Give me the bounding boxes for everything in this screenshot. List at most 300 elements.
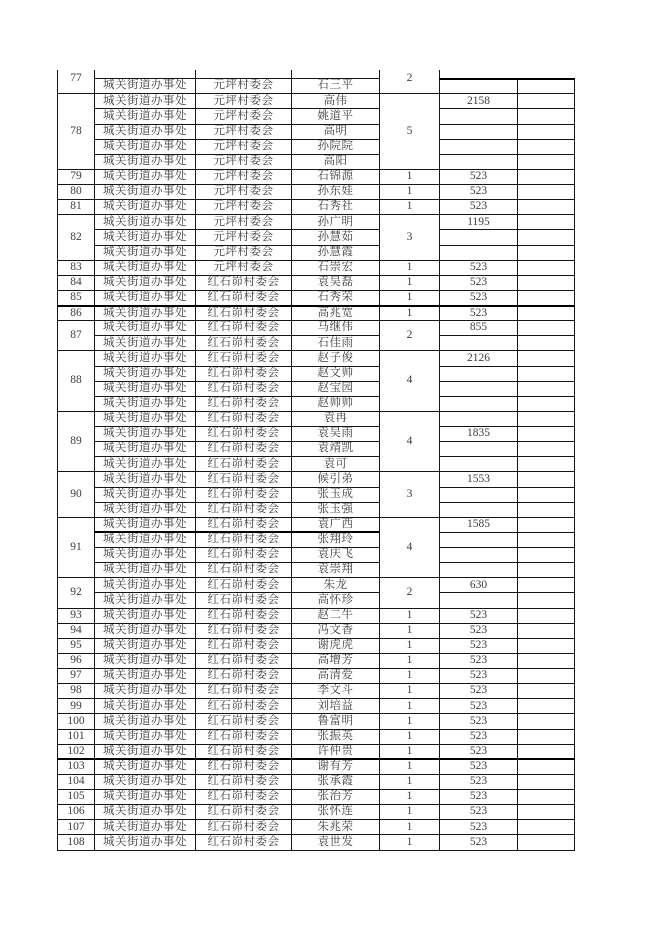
table-row (58, 185, 575, 200)
name-cell: 高怀珍 (292, 593, 380, 608)
amount-cell (440, 502, 518, 517)
table-row (58, 487, 575, 502)
amount-cell (440, 563, 518, 578)
blank-cell (518, 411, 575, 426)
count-cell: 1 (380, 290, 440, 305)
blank-cell (518, 230, 575, 245)
office-cell: 城关街道办事处 (95, 774, 196, 789)
table-row (58, 79, 575, 94)
office-cell: 城关街道办事处 (95, 563, 196, 578)
blank-cell (518, 381, 575, 396)
office-cell: 城关街道办事处 (95, 593, 196, 608)
name-cell: 袁吴雨 (292, 427, 380, 442)
amount-cell: 523 (440, 275, 518, 290)
village-cell: 红石峁村委会 (196, 502, 292, 517)
name-cell: 赵宝园 (292, 381, 380, 396)
village-cell: 红石峁村委会 (196, 790, 292, 805)
office-cell: 城关街道办事处 (95, 502, 196, 517)
table-row (58, 169, 575, 184)
amount-cell: 523 (440, 774, 518, 789)
blank-cell (518, 185, 575, 200)
name-cell: 孙慧霞 (292, 245, 380, 260)
blank-cell (518, 759, 575, 774)
table-row (58, 548, 575, 563)
name-cell: 赵文帅 (292, 366, 380, 381)
count-cell: 2 (380, 578, 440, 608)
row-number-cell: 86 (58, 306, 95, 321)
blank-cell (518, 245, 575, 260)
name-cell: 赵子俊 (292, 351, 380, 366)
row-number-cell: 108 (58, 835, 95, 850)
row-number-cell: 99 (58, 699, 95, 714)
count-cell: 2 (380, 70, 440, 94)
village-cell: 红石峁村委会 (196, 729, 292, 744)
amount-cell (440, 154, 518, 169)
table-row (58, 442, 575, 457)
row-number-cell: 84 (58, 275, 95, 290)
amount-cell (440, 442, 518, 457)
row-number-cell: 87 (58, 321, 95, 351)
count-cell: 1 (380, 260, 440, 275)
count-cell: 1 (380, 623, 440, 638)
spreadsheet-table-viewport (57, 70, 578, 862)
row-number-cell: 101 (58, 729, 95, 744)
village-cell: 红石峁村委会 (196, 306, 292, 321)
blank-cell (518, 139, 575, 154)
village-cell: 红石峁村委会 (196, 548, 292, 563)
amount-cell: 523 (440, 669, 518, 684)
village-cell: 红石峁村委会 (196, 457, 292, 472)
office-cell: 城关街道办事处 (95, 669, 196, 684)
blank-cell (518, 396, 575, 411)
office-cell: 城关街道办事处 (95, 245, 196, 260)
table-row (58, 805, 575, 820)
village-cell: 红石峁村委会 (196, 411, 292, 426)
table-row (58, 245, 575, 260)
blank-cell (518, 653, 575, 668)
name-cell: 袁庆飞 (292, 548, 380, 563)
blank-cell (518, 290, 575, 305)
table-row (58, 457, 575, 472)
office-cell: 城关街道办事处 (95, 548, 196, 563)
table-row (58, 699, 575, 714)
count-cell: 1 (380, 684, 440, 699)
blank-cell (518, 79, 575, 94)
name-cell: 石崇宏 (292, 260, 380, 275)
count-cell: 1 (380, 820, 440, 835)
village-cell: 红石峁村委会 (196, 487, 292, 502)
blank-cell (518, 790, 575, 805)
count-cell: 1 (380, 653, 440, 668)
amount-cell (440, 487, 518, 502)
amount-cell: 630 (440, 578, 518, 593)
blank-cell (518, 154, 575, 169)
office-cell: 城关街道办事处 (95, 94, 196, 109)
table-row (58, 139, 575, 154)
village-cell: 红石峁村委会 (196, 472, 292, 487)
table-row (58, 109, 575, 124)
table-row (58, 759, 575, 774)
amount-cell: 2126 (440, 351, 518, 366)
blank-cell (518, 321, 575, 336)
village-cell: 元坪村委会 (196, 230, 292, 245)
office-cell: 城关街道办事处 (95, 487, 196, 502)
village-cell: 红石峁村委会 (196, 835, 292, 850)
office-cell: 城关街道办事处 (95, 835, 196, 850)
amount-cell (440, 366, 518, 381)
name-cell: 袁冉 (292, 411, 380, 426)
blank-cell (518, 366, 575, 381)
village-cell: 红石峁村委会 (196, 321, 292, 336)
table-row (58, 472, 575, 487)
row-number-cell: 96 (58, 653, 95, 668)
village-cell: 红石峁村委会 (196, 774, 292, 789)
village-cell: 红石峁村委会 (196, 442, 292, 457)
count-cell: 1 (380, 790, 440, 805)
row-number-cell: 98 (58, 684, 95, 699)
office-cell: 城关街道办事处 (95, 442, 196, 457)
blank-cell (518, 200, 575, 215)
amount-cell (440, 381, 518, 396)
blank-cell (518, 669, 575, 684)
amount-cell: 523 (440, 169, 518, 184)
village-cell: 红石峁村委会 (196, 744, 292, 759)
office-cell: 城关街道办事处 (95, 230, 196, 245)
amount-cell (440, 411, 518, 426)
name-cell: 袁靖凯 (292, 442, 380, 457)
table-row (58, 729, 575, 744)
amount-cell: 523 (440, 790, 518, 805)
office-cell: 城关街道办事处 (95, 820, 196, 835)
count-cell: 1 (380, 275, 440, 290)
village-cell: 元坪村委会 (196, 260, 292, 275)
blank-cell (518, 593, 575, 608)
office-cell: 城关街道办事处 (95, 109, 196, 124)
table-row (58, 200, 575, 215)
village-cell: 红石峁村委会 (196, 351, 292, 366)
amount-cell (440, 230, 518, 245)
office-cell: 城关街道办事处 (95, 139, 196, 154)
village-cell: 红石峁村委会 (196, 608, 292, 623)
blank-cell (518, 729, 575, 744)
office-cell: 城关街道办事处 (95, 79, 196, 94)
blank-cell (518, 70, 575, 79)
blank-cell (518, 260, 575, 275)
table-row (58, 351, 575, 366)
row-number-cell: 80 (58, 185, 95, 200)
table-row (58, 427, 575, 442)
amount-cell: 523 (440, 729, 518, 744)
name-cell: 刘培益 (292, 699, 380, 714)
row-number-cell: 90 (58, 472, 95, 517)
name-cell: 高兆宽 (292, 306, 380, 321)
amount-cell (440, 548, 518, 563)
row-number-cell: 88 (58, 351, 95, 412)
village-cell: 红石峁村委会 (196, 275, 292, 290)
name-cell: 孙广明 (292, 215, 380, 230)
table-row (58, 336, 575, 351)
name-cell: 袁吴磊 (292, 275, 380, 290)
row-number-cell: 106 (58, 805, 95, 820)
row-number-cell: 94 (58, 623, 95, 638)
row-number-cell: 105 (58, 790, 95, 805)
row-number-cell: 97 (58, 669, 95, 684)
name-cell: 高伟 (292, 94, 380, 109)
blank-cell (518, 275, 575, 290)
amount-cell: 2158 (440, 94, 518, 109)
office-cell: 城关街道办事处 (95, 517, 196, 532)
name-cell: 孙东娃 (292, 185, 380, 200)
row-number-cell: 100 (58, 714, 95, 729)
table-row (58, 593, 575, 608)
village-cell: 红石峁村委会 (196, 714, 292, 729)
table-row (58, 154, 575, 169)
table-row (58, 532, 575, 547)
name-cell: 张怀连 (292, 805, 380, 820)
name-cell: 张翔玲 (292, 532, 380, 547)
table-row (58, 502, 575, 517)
blank-cell (518, 517, 575, 532)
name-cell: 孙慧茹 (292, 230, 380, 245)
village-cell: 红石峁村委会 (196, 805, 292, 820)
blank-cell (518, 714, 575, 729)
name-cell: 谢虎虎 (292, 638, 380, 653)
blank-cell (518, 487, 575, 502)
name-cell: 冯文香 (292, 623, 380, 638)
village-cell: 红石峁村委会 (196, 336, 292, 351)
office-cell: 城关街道办事处 (95, 290, 196, 305)
count-cell: 1 (380, 729, 440, 744)
amount-cell (440, 457, 518, 472)
table-row (58, 653, 575, 668)
amount-cell (440, 124, 518, 139)
amount-cell (440, 139, 518, 154)
amount-cell: 855 (440, 321, 518, 336)
row-number-cell: 89 (58, 411, 95, 472)
office-cell: 城关街道办事处 (95, 578, 196, 593)
table-row (58, 820, 575, 835)
amount-cell (440, 396, 518, 411)
row-number-cell: 77 (58, 70, 95, 94)
count-cell: 4 (380, 517, 440, 578)
blank-cell (518, 169, 575, 184)
count-cell: 1 (380, 608, 440, 623)
table-row (58, 684, 575, 699)
table-row (58, 321, 575, 336)
blank-cell (518, 563, 575, 578)
name-cell: 朱兆荣 (292, 820, 380, 835)
village-cell: 红石峁村委会 (196, 532, 292, 547)
row-number-cell: 82 (58, 215, 95, 260)
name-cell: 马继伟 (292, 321, 380, 336)
row-number-cell: 85 (58, 290, 95, 305)
name-cell: 姚道平 (292, 109, 380, 124)
village-cell: 红石峁村委会 (196, 593, 292, 608)
village-cell: 元坪村委会 (196, 200, 292, 215)
village-cell: 红石峁村委会 (196, 684, 292, 699)
count-cell: 1 (380, 699, 440, 714)
table-row (58, 366, 575, 381)
village-cell: 红石峁村委会 (196, 623, 292, 638)
office-cell: 城关街道办事处 (95, 124, 196, 139)
blank-cell (518, 532, 575, 547)
row-number-cell: 93 (58, 608, 95, 623)
village-cell: 红石峁村委会 (196, 759, 292, 774)
name-cell (292, 70, 380, 79)
office-cell: 城关街道办事处 (95, 215, 196, 230)
office-cell: 城关街道办事处 (95, 427, 196, 442)
name-cell: 张玉成 (292, 487, 380, 502)
office-cell: 城关街道办事处 (95, 200, 196, 215)
blank-cell (518, 578, 575, 593)
count-cell: 5 (380, 94, 440, 170)
table-row (58, 638, 575, 653)
count-cell: 1 (380, 306, 440, 321)
blank-cell (518, 608, 575, 623)
amount-cell (440, 245, 518, 260)
blank-cell (518, 699, 575, 714)
table-row (58, 578, 575, 593)
blank-cell (518, 442, 575, 457)
village-cell: 元坪村委会 (196, 245, 292, 260)
amount-cell (440, 70, 518, 79)
office-cell: 城关街道办事处 (95, 351, 196, 366)
village-cell: 红石峁村委会 (196, 517, 292, 532)
row-number-cell: 91 (58, 517, 95, 578)
count-cell: 2 (380, 321, 440, 351)
blank-cell (518, 684, 575, 699)
amount-cell: 523 (440, 185, 518, 200)
amount-cell (440, 79, 518, 94)
count-cell: 1 (380, 638, 440, 653)
office-cell: 城关街道办事处 (95, 472, 196, 487)
blank-cell (518, 638, 575, 653)
count-cell: 1 (380, 805, 440, 820)
blank-cell (518, 744, 575, 759)
village-cell: 红石峁村委会 (196, 699, 292, 714)
village-cell: 红石峁村委会 (196, 290, 292, 305)
name-cell: 朱龙 (292, 578, 380, 593)
count-cell: 4 (380, 351, 440, 412)
count-cell: 1 (380, 714, 440, 729)
office-cell: 城关街道办事处 (95, 411, 196, 426)
count-cell: 1 (380, 774, 440, 789)
row-number-cell: 79 (58, 169, 95, 184)
blank-cell (518, 351, 575, 366)
table-row (58, 94, 575, 109)
name-cell: 石秀社 (292, 200, 380, 215)
village-cell: 红石峁村委会 (196, 578, 292, 593)
name-cell: 石佳雨 (292, 336, 380, 351)
office-cell: 城关街道办事处 (95, 366, 196, 381)
amount-cell: 523 (440, 623, 518, 638)
table-row (58, 215, 575, 230)
village-cell: 红石峁村委会 (196, 653, 292, 668)
office-cell: 城关街道办事处 (95, 306, 196, 321)
name-cell: 张治芳 (292, 790, 380, 805)
office-cell: 城关街道办事处 (95, 381, 196, 396)
name-cell: 高增芳 (292, 653, 380, 668)
amount-cell: 523 (440, 759, 518, 774)
table-row (58, 396, 575, 411)
village-cell: 红石峁村委会 (196, 669, 292, 684)
amount-cell: 523 (440, 260, 518, 275)
table-row (58, 744, 575, 759)
village-cell: 元坪村委会 (196, 139, 292, 154)
office-cell: 城关街道办事处 (95, 684, 196, 699)
village-cell: 元坪村委会 (196, 94, 292, 109)
roster-table (57, 70, 575, 851)
amount-cell: 523 (440, 835, 518, 850)
name-cell: 石三平 (292, 79, 380, 94)
village-cell: 元坪村委会 (196, 215, 292, 230)
blank-cell (518, 306, 575, 321)
table-row (58, 563, 575, 578)
table-row (58, 790, 575, 805)
row-number-cell: 102 (58, 744, 95, 759)
name-cell: 袁世发 (292, 835, 380, 850)
table-row (58, 306, 575, 321)
count-cell: 1 (380, 169, 440, 184)
row-number-cell: 83 (58, 260, 95, 275)
office-cell: 城关街道办事处 (95, 396, 196, 411)
office-cell: 城关街道办事处 (95, 457, 196, 472)
village-cell: 元坪村委会 (196, 169, 292, 184)
count-cell: 1 (380, 200, 440, 215)
count-cell: 3 (380, 472, 440, 517)
table-row (58, 411, 575, 426)
name-cell: 袁广西 (292, 517, 380, 532)
row-number-cell: 104 (58, 774, 95, 789)
count-cell: 1 (380, 669, 440, 684)
amount-cell: 523 (440, 684, 518, 699)
blank-cell (518, 109, 575, 124)
amount-cell: 523 (440, 699, 518, 714)
row-number-cell: 78 (58, 94, 95, 170)
table-row (58, 275, 575, 290)
amount-cell: 1835 (440, 427, 518, 442)
name-cell: 石秀荣 (292, 290, 380, 305)
office-cell: 城关街道办事处 (95, 154, 196, 169)
name-cell: 石锦源 (292, 169, 380, 184)
count-cell: 1 (380, 835, 440, 850)
name-cell: 孙院院 (292, 139, 380, 154)
table-row (58, 381, 575, 396)
name-cell: 高明 (292, 124, 380, 139)
amount-cell: 523 (440, 608, 518, 623)
village-cell: 红石峁村委会 (196, 638, 292, 653)
blank-cell (518, 124, 575, 139)
office-cell: 城关街道办事处 (95, 608, 196, 623)
name-cell: 张玉强 (292, 502, 380, 517)
name-cell: 袁崇翔 (292, 563, 380, 578)
amount-cell: 523 (440, 306, 518, 321)
name-cell: 李文斗 (292, 684, 380, 699)
table-row (58, 290, 575, 305)
village-cell (196, 70, 292, 79)
table-row (58, 714, 575, 729)
count-cell: 1 (380, 185, 440, 200)
office-cell: 城关街道办事处 (95, 321, 196, 336)
blank-cell (518, 457, 575, 472)
amount-cell (440, 336, 518, 351)
village-cell: 红石峁村委会 (196, 427, 292, 442)
amount-cell: 523 (440, 653, 518, 668)
table-row (58, 608, 575, 623)
row-number-cell: 95 (58, 638, 95, 653)
amount-cell: 523 (440, 744, 518, 759)
table-row (58, 669, 575, 684)
